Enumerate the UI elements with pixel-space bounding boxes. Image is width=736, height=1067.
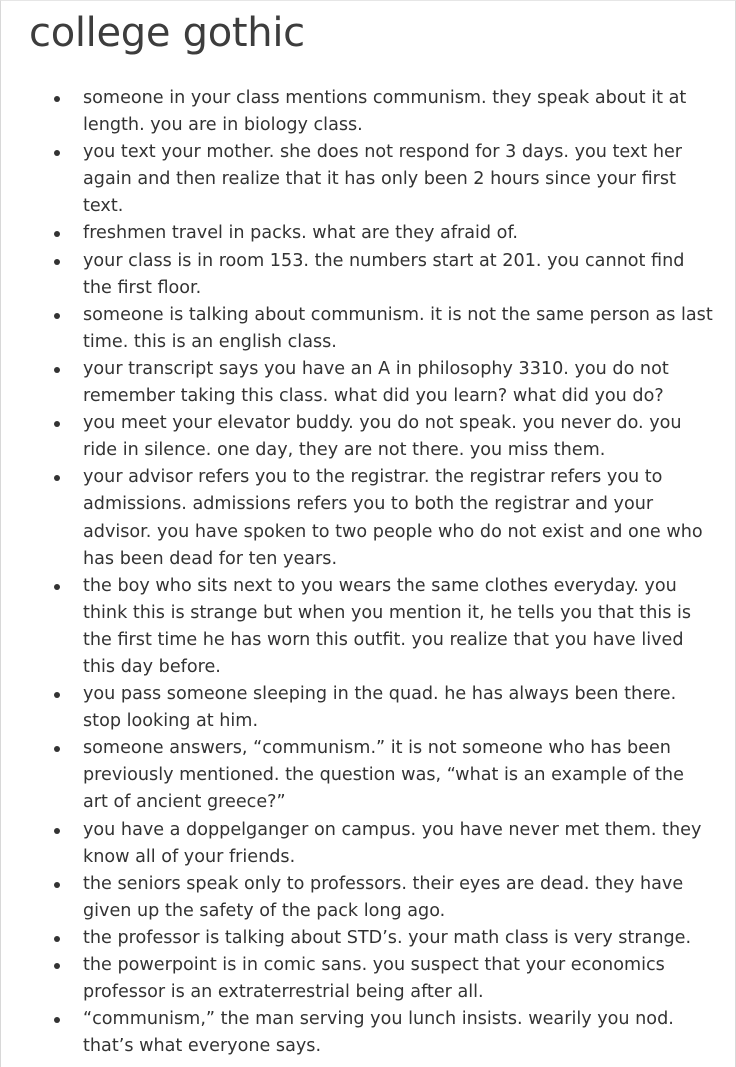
list-item	[1, 681, 736, 735]
list-item	[1, 573, 736, 681]
list-item-text: you meet your elevator buddy. you do not speak. you never do. you ride in silence. one day, they are not there. you miss them.	[83, 413, 682, 461]
bullet-icon	[54, 259, 60, 265]
bullet-list	[1, 85, 736, 1060]
list-item	[1, 302, 736, 356]
bullet-icon	[54, 150, 60, 156]
list-item	[1, 248, 736, 302]
bullet-icon	[54, 475, 60, 481]
list-item-text: your class is in room 153. the numbers start at 201. you cannot find the first floor.	[83, 250, 685, 298]
list-item-text: the powerpoint is in comic sans. you suspect that your economics professor is an extraterrestrial being after all.	[83, 955, 665, 1003]
list-item	[1, 925, 736, 952]
bullet-icon	[54, 882, 60, 888]
list-item	[1, 735, 736, 816]
list-item-text: “communism,” the man serving you lunch insists. wearily you nod. that’s what everyone says.	[83, 1009, 674, 1057]
list-item	[1, 464, 736, 572]
list-item-text: the professor is talking about STD’s. your math class is very strange.	[83, 927, 692, 948]
bullet-icon	[54, 421, 60, 427]
bullet-icon	[54, 828, 60, 834]
list-item-text: you pass someone sleeping in the quad. he has always been there. stop looking at him.	[83, 684, 677, 732]
list-item-text: freshmen travel in packs. what are they afraid of.	[83, 223, 518, 244]
list-item	[1, 220, 736, 247]
list-item-text: someone in your class mentions communism. they speak about it at length. you are in biology class.	[83, 88, 687, 136]
list-item-text: the boy who sits next to you wears the same clothes everyday. you think this is strange but when you mention it, he tells you that this is the first time he has worn this outfit. you realize that you have lived this day before.	[83, 575, 692, 677]
list-item	[1, 85, 736, 139]
bullet-icon	[54, 692, 60, 698]
page-title: college gothic	[29, 10, 305, 56]
list-item-text: your advisor refers you to the registrar. the registrar refers you to admissions. admissions refers you to both the registrar and your advisor. you have spoken to two people who do not exist and one who has been dead for ten years.	[83, 467, 703, 569]
list-item-text: you have a doppelganger on campus. you have never met them. they know all of your friends.	[83, 819, 702, 867]
bullet-icon	[54, 231, 60, 237]
list-item	[1, 410, 736, 464]
list-item-text: you text your mother. she does not respond for 3 days. you text her again and then realize that it has only been 2 hours since your first text.	[83, 142, 683, 217]
list-item	[1, 1006, 736, 1060]
bullet-icon	[54, 963, 60, 969]
bullet-icon	[54, 584, 60, 590]
list-item-text: someone answers, “communism.” it is not someone who has been previously mentioned. the question was, “what is an example of the art of ancient greece?”	[83, 738, 684, 813]
list-item	[1, 139, 736, 220]
list-item-text: the seniors speak only to professors. their eyes are dead. they have given up the safety of the pack long ago.	[83, 873, 684, 921]
list-item	[1, 952, 736, 1006]
bullet-icon	[54, 313, 60, 319]
bullet-icon	[54, 367, 60, 373]
list-item	[1, 356, 736, 410]
list-item-text: your transcript says you have an A in philosophy 3310. you do not remember taking this class. what did you learn? what did you do?	[83, 358, 669, 407]
list-item	[1, 871, 736, 925]
bullet-icon	[54, 1017, 60, 1023]
list-item-text: someone is talking about communism. it is not the same person as last time. this is an english class.	[83, 304, 713, 352]
bullet-icon	[54, 746, 60, 752]
bullet-icon	[54, 936, 60, 942]
bullet-icon	[54, 96, 60, 102]
list-item	[1, 817, 736, 871]
